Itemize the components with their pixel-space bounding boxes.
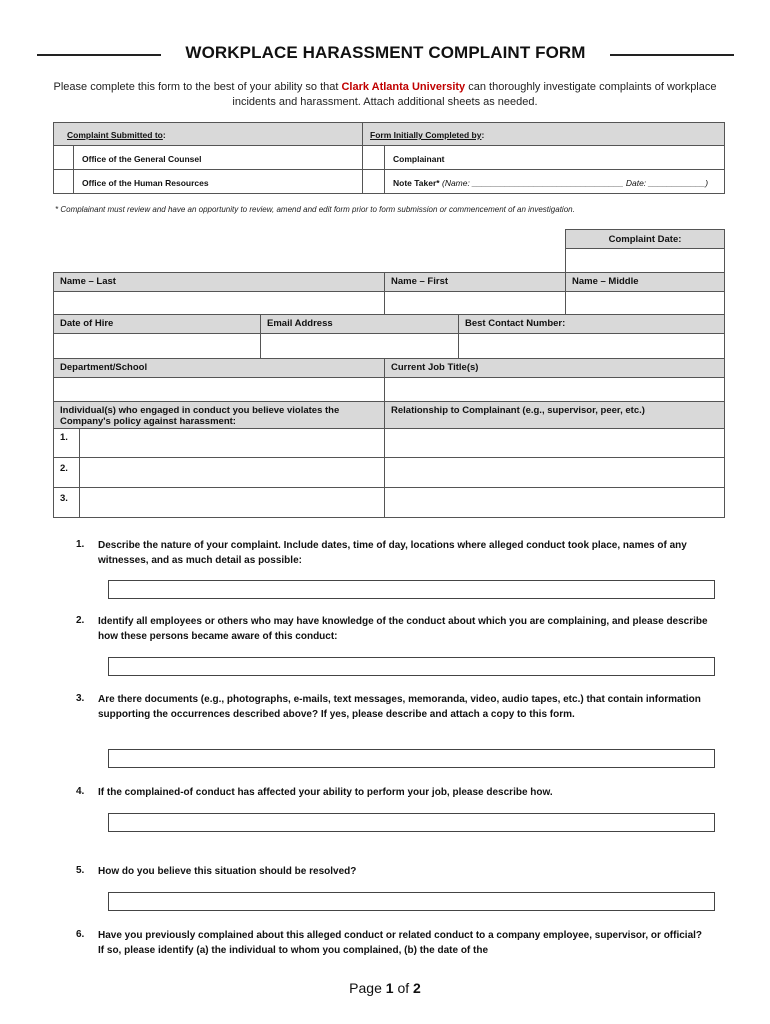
footnote: * Complainant must review and have an opportunity to review, amend and edit form prior to form submission or commencement of an investigation. xyxy=(55,205,575,214)
date-of-hire-label: Date of Hire xyxy=(53,314,261,334)
relationship-2-input[interactable] xyxy=(384,457,725,488)
question-1-number: 1. xyxy=(76,539,85,550)
note-taker-label: Note Taker* xyxy=(393,178,440,188)
individual-row-2-number: 2. xyxy=(53,457,80,488)
individual-row-3-number: 3. xyxy=(53,487,80,518)
human-resources-checkbox[interactable] xyxy=(53,169,74,194)
name-first-input[interactable] xyxy=(384,291,566,315)
individual-2-input[interactable] xyxy=(79,457,385,488)
question-4-text: If the complained-of conduct has affected your ability to perform your job, please describe how. xyxy=(98,787,553,798)
question-1-text: Describe the nature of your complaint. Include dates, time of day, locations where alleged conduct took place, names of any witnesses, and as much detail as possible: xyxy=(98,540,687,566)
submitted-to-title: Complaint Submitted to xyxy=(67,130,163,140)
note-taker-text xyxy=(393,178,708,188)
question-6-number: 6. xyxy=(76,929,85,940)
completed-by-colon: : xyxy=(481,130,485,140)
title-rule-right xyxy=(610,54,734,56)
general-counsel-label: Office of the General Counsel xyxy=(82,154,202,164)
complainant-label: Complainant xyxy=(393,154,445,164)
question-4-answer[interactable] xyxy=(108,813,715,832)
job-title-input[interactable] xyxy=(384,377,725,402)
relationship-3-input[interactable] xyxy=(384,487,725,518)
submitted-to-colon: : xyxy=(162,130,166,140)
relationship-label: Relationship to Complainant (e.g., supervisor, peer, etc.) xyxy=(384,401,725,429)
title-rule-left xyxy=(37,54,161,56)
note-taker-row xyxy=(384,169,725,194)
completed-by-title: Form Initially Completed by xyxy=(370,130,482,140)
department-label: Department/School xyxy=(53,358,385,378)
email-label: Email Address xyxy=(260,314,459,334)
question-2-number: 2. xyxy=(76,615,85,626)
complaint-date-input[interactable] xyxy=(565,248,725,273)
page-current: 1 xyxy=(385,980,394,996)
question-4-number: 4. xyxy=(76,786,85,797)
completed-by-header xyxy=(362,122,725,146)
human-resources-label: Office of the Human Resources xyxy=(82,178,209,188)
best-contact-label: Best Contact Number: xyxy=(458,314,725,334)
question-6-text: Have you previously complained about this alleged conduct or related conduct to a company employee, supervisor, or official? If so, please identify (a) the individual to whom you complained, (b) the date of the xyxy=(98,930,703,956)
complainant-checkbox[interactable] xyxy=(362,145,385,170)
name-last-input[interactable] xyxy=(53,291,385,315)
question-2-text: Identify all employees or others who may have knowledge of the conduct about which you are complaining, and please describe how these persons became aware of this conduct: xyxy=(98,616,708,642)
name-middle-input[interactable] xyxy=(565,291,725,315)
intro-text xyxy=(40,80,730,110)
university-name: Clark Atlanta University xyxy=(341,81,466,93)
note-taker-name-date: (Name: ________________________________ Date: ____________) xyxy=(441,178,709,188)
note-taker-checkbox[interactable] xyxy=(362,169,385,194)
question-5-number: 5. xyxy=(76,865,85,876)
name-middle-label: Name – Middle xyxy=(565,272,725,292)
submitted-to-header xyxy=(53,122,363,146)
page-total: 2 xyxy=(413,980,421,996)
intro-before: Please complete this form to the best of your ability so that xyxy=(53,81,342,93)
best-contact-input[interactable] xyxy=(458,333,725,359)
department-input[interactable] xyxy=(53,377,385,402)
individual-row-1-number: 1. xyxy=(53,428,80,458)
complainant-row xyxy=(384,145,725,170)
human-resources-row xyxy=(73,169,363,194)
general-counsel-row xyxy=(73,145,363,170)
date-of-hire-input[interactable] xyxy=(53,333,261,359)
page-prefix: Page xyxy=(349,980,386,996)
question-3-answer[interactable] xyxy=(108,749,715,768)
question-5-text: How do you believe this situation should be resolved? xyxy=(98,866,357,877)
page-of: of xyxy=(393,980,414,996)
complaint-date-label: Complaint Date: xyxy=(565,229,725,249)
question-1-answer[interactable] xyxy=(108,580,715,599)
question-3-text: Are there documents (e.g., photographs, e-mails, text messages, memoranda, video, audio tapes, etc.) that contain information supporting the occurrences described above? If yes, please describe and attach a copy to this form. xyxy=(98,694,701,720)
name-first-label: Name – First xyxy=(384,272,566,292)
general-counsel-checkbox[interactable] xyxy=(53,145,74,170)
job-title-label: Current Job Title(s) xyxy=(384,358,725,378)
question-3-number: 3. xyxy=(76,693,85,704)
intro-after: can thoroughly investigate complaints of workplace incidents and harassment. Attach additional sheets as needed. xyxy=(232,81,717,108)
individual-1-input[interactable] xyxy=(79,428,385,458)
question-5-answer[interactable] xyxy=(108,892,715,911)
form-title: WORKPLACE HARASSMENT COMPLAINT FORM xyxy=(185,43,586,62)
question-2-answer[interactable] xyxy=(108,657,715,676)
individual-3-input[interactable] xyxy=(79,487,385,518)
relationship-1-input[interactable] xyxy=(384,428,725,458)
name-last-label: Name – Last xyxy=(53,272,385,292)
email-input[interactable] xyxy=(260,333,459,359)
individuals-label: Individual(s) who engaged in conduct you believe violates the Company's policy against harassment: xyxy=(53,401,385,429)
page-number xyxy=(0,980,770,996)
